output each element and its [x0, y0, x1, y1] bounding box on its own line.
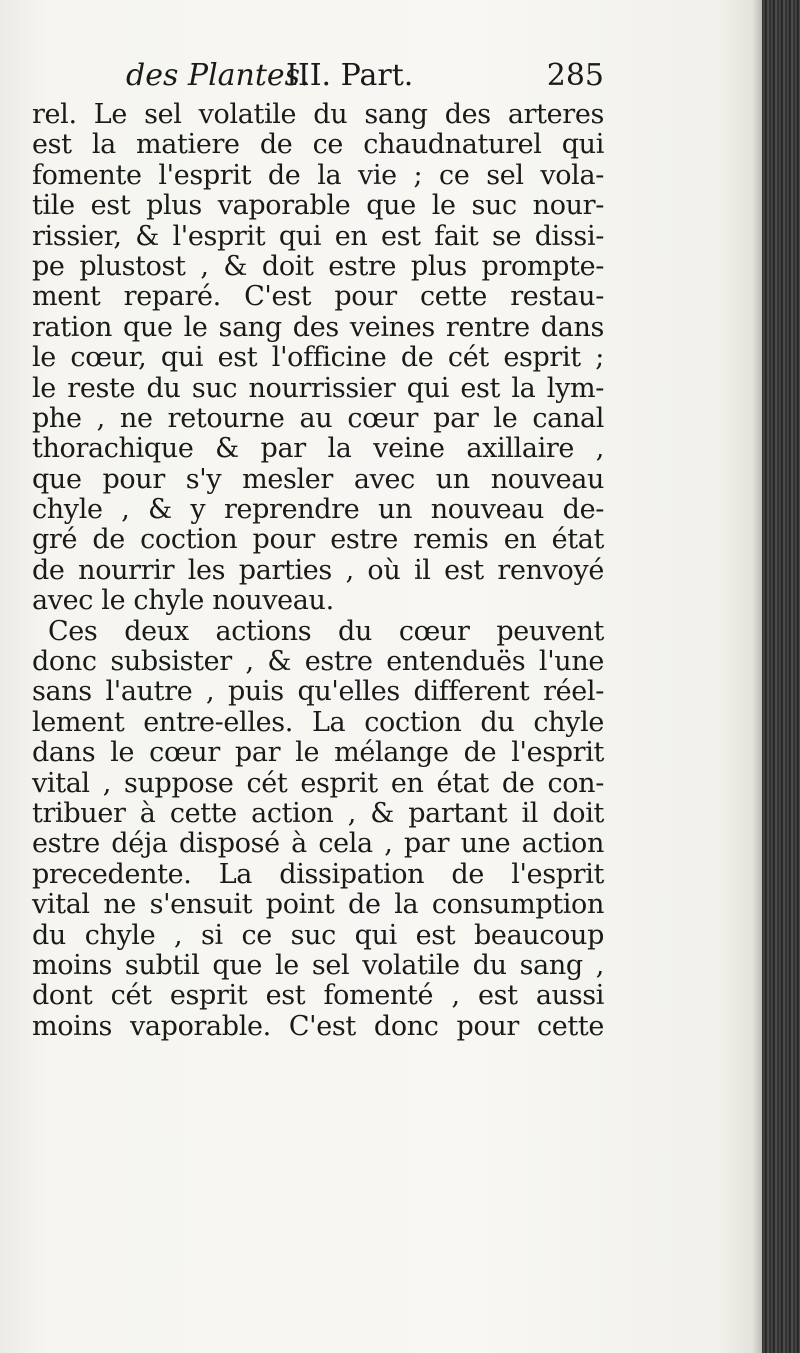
- text-line: sans l'autre , puis qu'elles different réel-: [32, 676, 604, 708]
- text-line: moins vaporable. C'est donc pour cette: [32, 1010, 604, 1042]
- text-line: tile est plus vaporable que le suc nour-: [32, 190, 604, 222]
- text-line: que pour s'y mesler avec un nouveau: [32, 463, 604, 495]
- text-line: rel. Le sel volatile du sang des arteres: [32, 99, 604, 130]
- text-line: vital ne s'ensuit point de la consumption: [32, 889, 604, 921]
- text-line: de nourrir les parties , où il est renvoyé: [32, 554, 604, 586]
- text-line: fomente l'esprit de la vie ; ce sel vola-: [32, 159, 604, 191]
- text-line: donc subsister , & estre entenduës l'une: [32, 646, 604, 678]
- text-line: lement entre-elles. La coction du chyle: [32, 706, 604, 738]
- text-line: dans le cœur par le mélange de l'esprit: [32, 737, 604, 769]
- text-line: le reste du suc nourrissier qui est la lym-: [32, 372, 604, 404]
- paragraph-1: [32, 100, 604, 617]
- running-head: [32, 54, 604, 100]
- text-line: thorachique & par la veine axillaire ,: [32, 433, 604, 465]
- text-line: pe plustost , & doit estre plus prompte-: [32, 250, 604, 282]
- text-block: [32, 54, 604, 1042]
- running-head-title: des Plantes.: [126, 58, 310, 93]
- book-spine: [762, 0, 800, 1353]
- text-line: precedente. La dissipation de l'esprit: [32, 858, 604, 890]
- text-line: phe , ne retourne au cœur par le canal: [32, 402, 604, 434]
- text-line: tribuer à cette action , & partant il doit: [32, 797, 604, 829]
- text-line: le cœur, qui est l'officine de cét esprit ;: [32, 342, 604, 374]
- running-head-part: III. Part.: [286, 58, 414, 93]
- text-line: vital , suppose cét esprit en état de con-: [32, 767, 604, 799]
- text-line: ment reparé. C'est pour cette restau-: [32, 281, 604, 313]
- paragraph-2: [32, 617, 604, 1042]
- text-line: du chyle , si ce suc qui est beaucoup: [32, 919, 604, 951]
- text-line: Ces deux actions du cœur peuvent: [48, 615, 604, 647]
- text-line: ration que le sang des veines rentre dans: [32, 311, 604, 343]
- text-line: avec le chyle nouveau.: [32, 585, 334, 617]
- text-line: dont cét esprit est fomenté , est aussi: [32, 980, 604, 1012]
- text-line: moins subtil que le sel volatile du sang ,: [32, 949, 604, 981]
- text-line: est la matiere de ce chaudnaturel qui: [32, 129, 604, 161]
- text-line: chyle , & y reprendre un nouveau de-: [32, 494, 604, 526]
- text-line: estre déja disposé à cela , par une action: [32, 828, 604, 860]
- page-number: 285: [546, 58, 604, 93]
- text-line: rissier, & l'esprit qui en est fait se dissi-: [32, 220, 604, 252]
- text-line: gré de coction pour estre remis en état: [32, 524, 604, 556]
